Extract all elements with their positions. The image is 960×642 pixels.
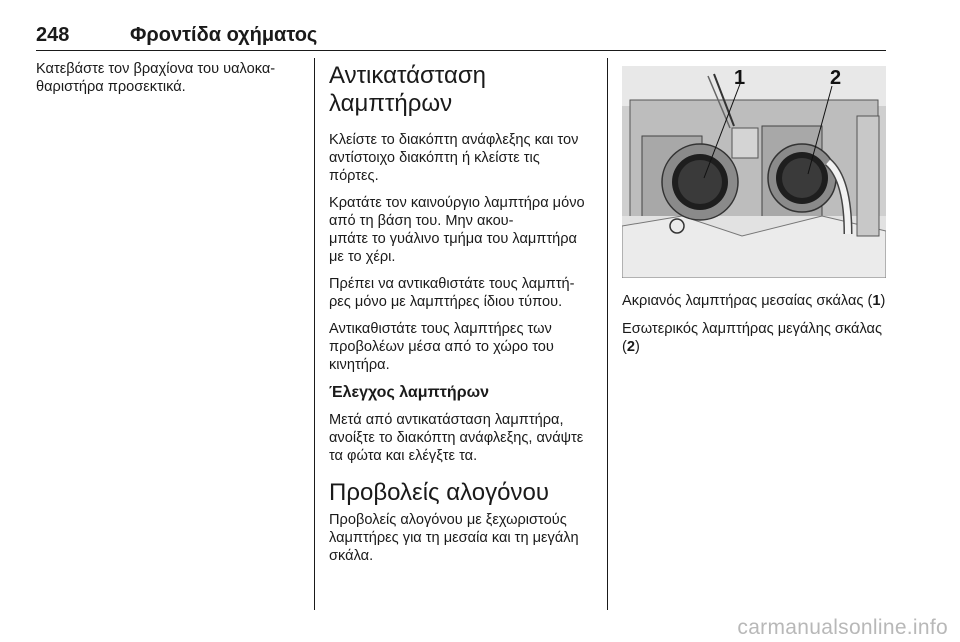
watermark: carmanualsonline.info bbox=[737, 616, 948, 639]
wiper-instruction: Κατεβάστε τον βραχίονα του υαλοκα- θαριστήρα προσεκτικά. bbox=[36, 61, 276, 95]
bulb-replacement-title: Αντικατάσταση λαμπτήρων bbox=[329, 62, 486, 117]
callout-1: 1 bbox=[734, 67, 746, 89]
paragraph-hold-bulb: Κρατάτε τον καινούργιο λαμπτήρα μόνο από τη βάση του. Μην ακου- μπάτε το γυάλινο τμήμα του λαμπτήρα με το χέρι. bbox=[329, 195, 585, 265]
page-header bbox=[36, 24, 886, 50]
headlight-bulbs-figure bbox=[622, 66, 886, 278]
halogen-headlights-title: Προβολείς αλογόνου bbox=[329, 479, 549, 506]
column-divider-2 bbox=[607, 58, 608, 610]
paragraph-halogen: Προβολείς αλογόνου με ξεχωριστούς λαμπτήρες για τη μεσαία και τη μεγάλη σκάλα. bbox=[329, 512, 579, 564]
bulb-check-heading: Έλεγχος λαμπτήρων bbox=[329, 384, 490, 401]
paragraph-engine-compartment: Αντικαθιστάτε τους λαμπτήρες των προβολέων μέσα από το χώρο του κινητήρα. bbox=[329, 321, 554, 373]
running-title: Φροντίδα οχήματος bbox=[130, 24, 318, 46]
header-rule bbox=[36, 50, 886, 51]
figure-caption bbox=[622, 292, 886, 366]
page-number: 248 bbox=[36, 24, 70, 46]
paragraph-check: Μετά από αντικατάσταση λαμπτήρα, ανοίξτε το διακόπτη ανάφλεξης, ανάψτε τα φώτα και ελέγξτε τα. bbox=[329, 412, 584, 464]
column-divider-1 bbox=[314, 58, 315, 610]
paragraph-ignition: Κλείστε το διακόπτη ανάφλεξης και τον αντίστοιχο διακόπτη ή κλείστε τις πόρτες. bbox=[329, 132, 579, 184]
callout-2: 2 bbox=[830, 67, 842, 89]
headlight-illustration bbox=[622, 66, 886, 278]
caption-inner-bulb: Εσωτερικός λαμπτήρας μεγάλης σκάλας (2) bbox=[622, 321, 883, 355]
paragraph-same-type: Πρέπει να αντικαθιστάτε τους λαμπτή- ρες μόνο με λαμπτήρες ίδιου τύπου. bbox=[329, 276, 575, 310]
column-2 bbox=[329, 60, 593, 574]
caption-outer-bulb: Ακριανός λαμπτήρας μεσαίας σκάλας (1) bbox=[622, 293, 886, 309]
column-1 bbox=[36, 60, 304, 105]
